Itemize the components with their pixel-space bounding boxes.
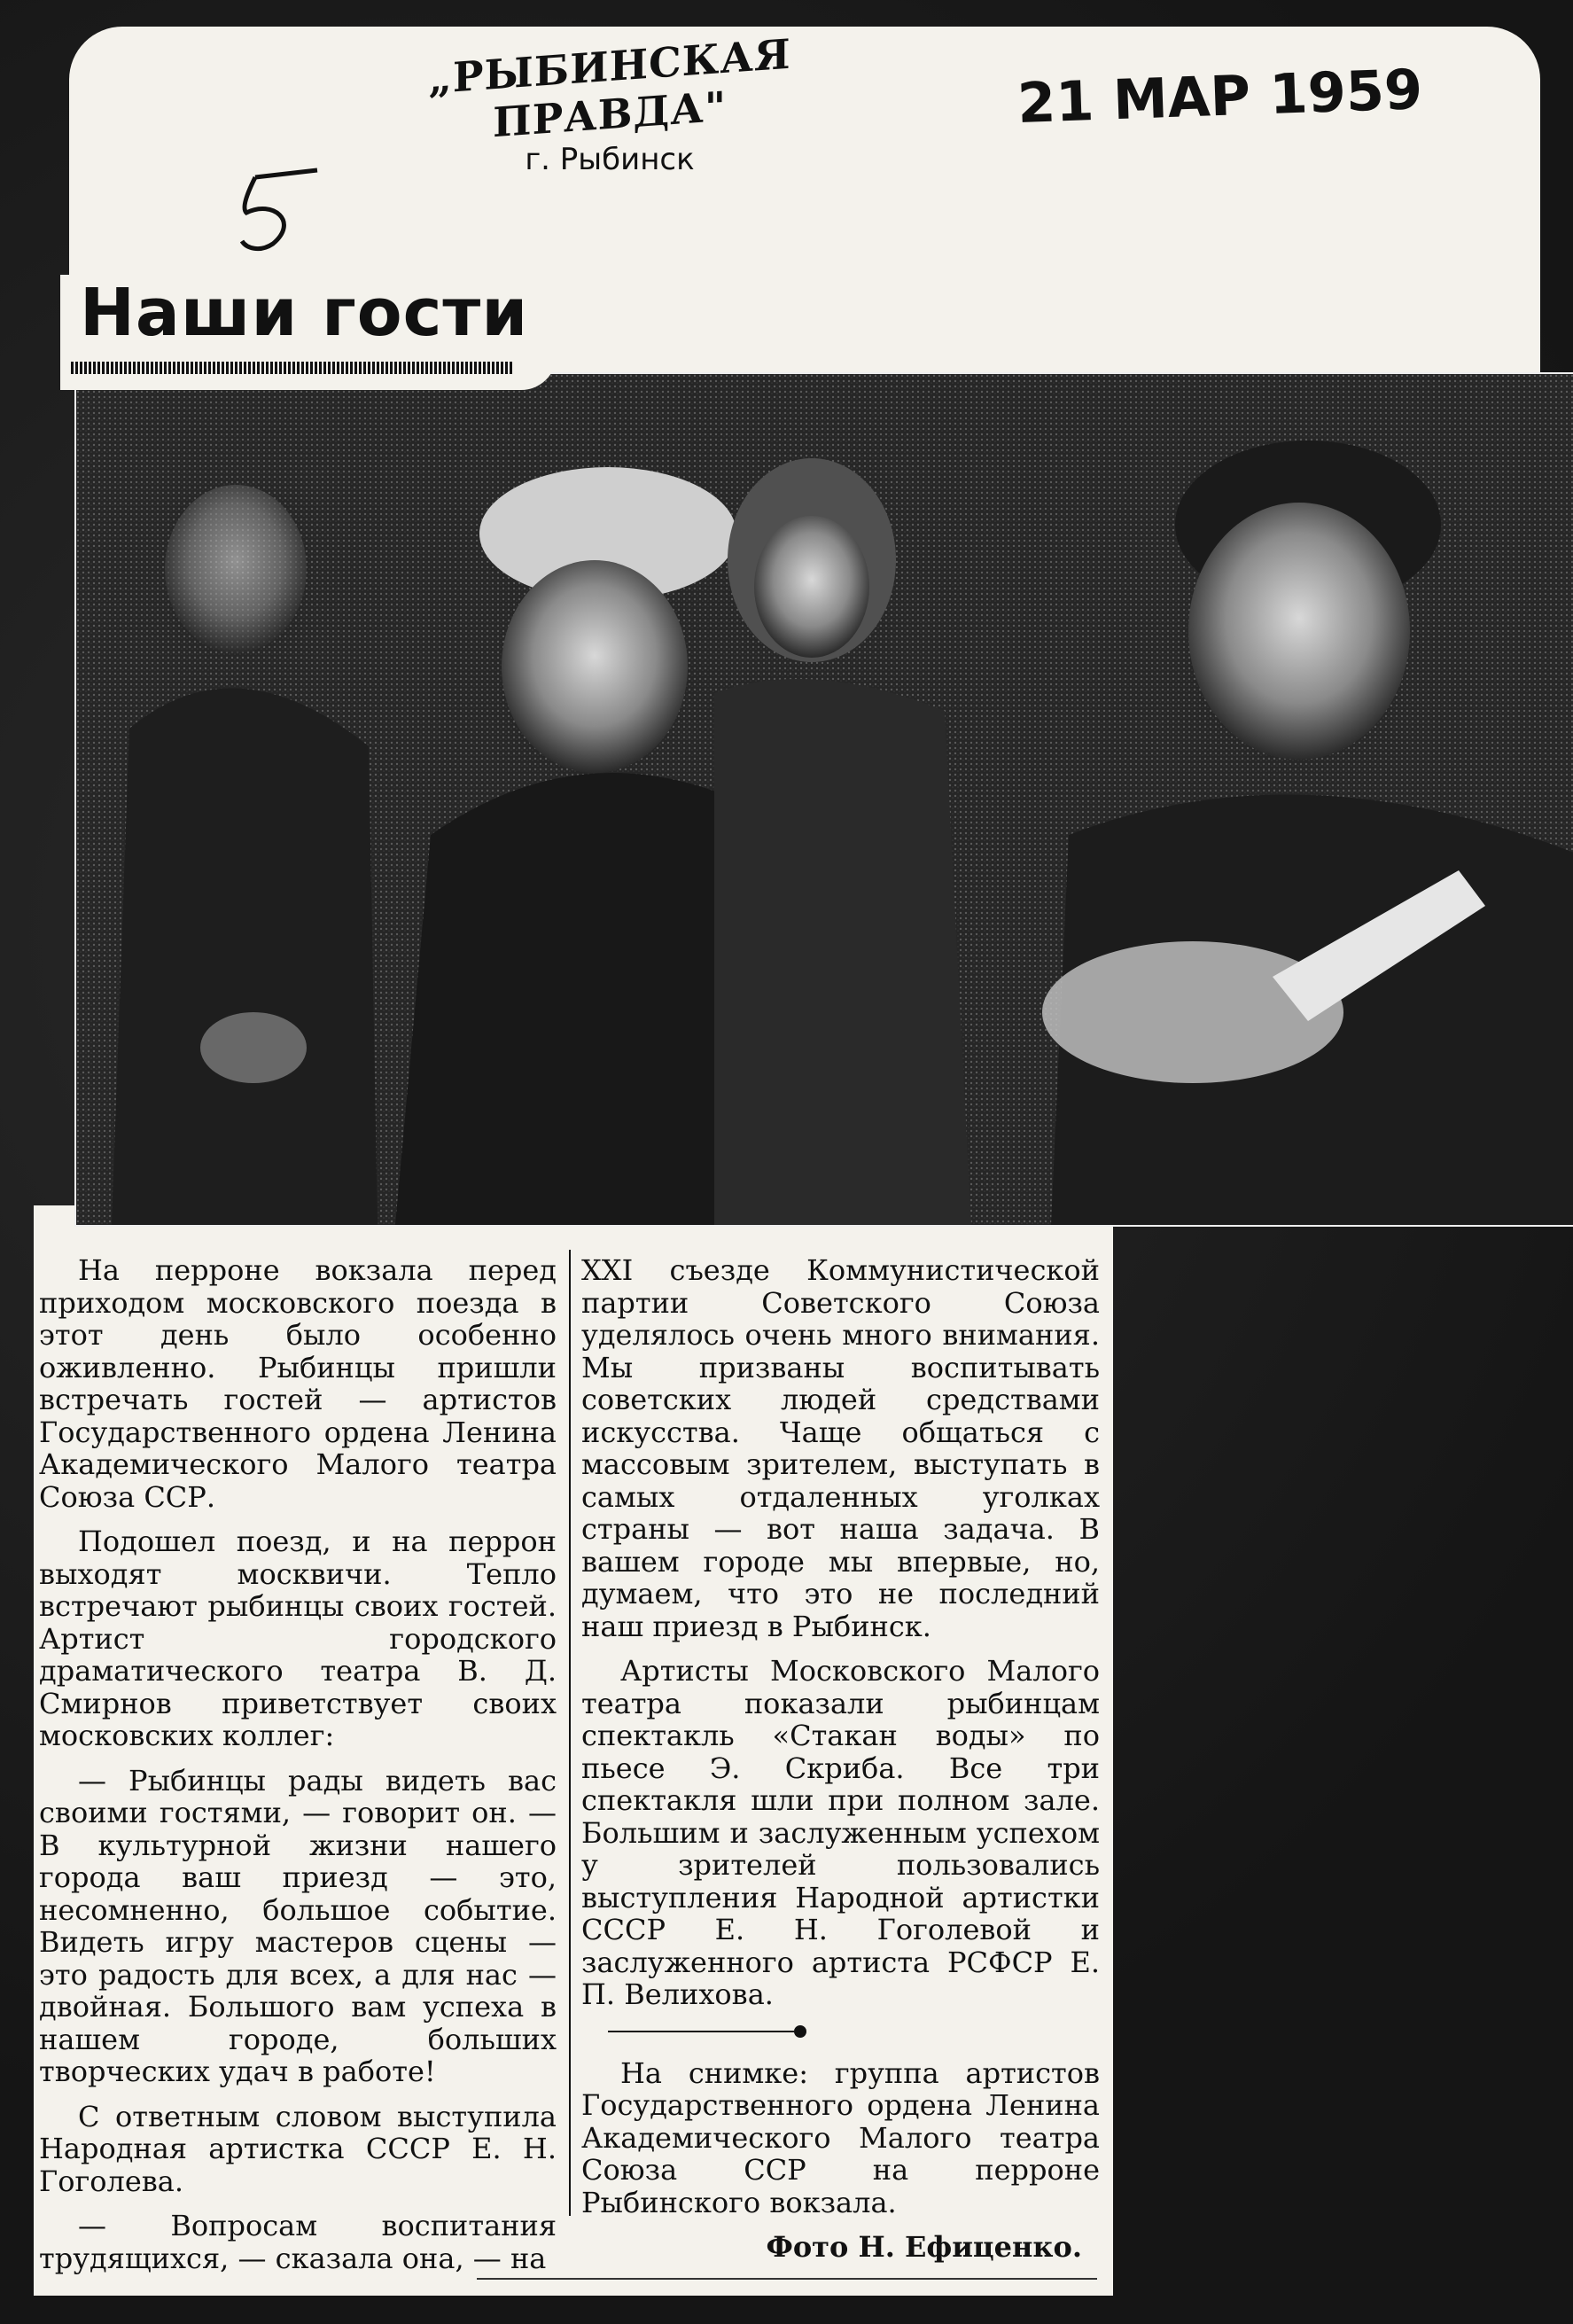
article-right-column (581, 1254, 1100, 2264)
newspaper-name: „РЫБИНСКАЯ ПРАВДА" (428, 29, 791, 147)
photo-credit: Фото Н. Ефиценко. (766, 2230, 1082, 2264)
separator-dot-icon (794, 2025, 806, 2038)
article-left-column (39, 1254, 557, 2287)
article-paragraph: С ответным словом выступила Народная артистка СССР Е. Н. Гоголева. (39, 2099, 557, 2198)
article-paragraph: Подошел поезд, и на перрон выходят москвичи. Тепло встречают рыбинцы своих гостей. Артист городского драматического театра В. Д. Смирнов приветствует своих московских коллег: (39, 1525, 557, 1752)
newspaper-clipping (34, 27, 1540, 2296)
article-paragraph: XXI съезде Коммунистической партии Советского Союза уделялось очень много внимания. Мы призваны воспитывать советских людей средствами искусства. Чаще общаться с массовым зрителем, выступать в самых отдаленных уголках страны — вот наша задача. В вашем городе мы впервые, но, думаем, что это не последний наш приезд в Рыбинск. (581, 1253, 1100, 1643)
newspaper-city: г. Рыбинск (525, 142, 695, 177)
caption-separator (608, 2025, 1100, 2038)
article-paragraph: Артисты Московского Малого театра показали рыбинцам спектакль «Стакан воды» по пьесе Э. Скриба. Все три спектакля шли при полном зале. Большим и заслуженным успехом у зрителей пользовались выступления Народной артистки СССР Е. Н. Гоголевой и заслуженного артиста РСФСР Е. П. Велихова. (581, 1654, 1100, 2011)
news-photo (74, 372, 1573, 1227)
masthead (406, 29, 814, 177)
section-heading (71, 275, 528, 374)
date-stamp: 21 МАР 1959 (1016, 57, 1424, 136)
bottom-rule (477, 2278, 1097, 2280)
title-rule (71, 362, 514, 374)
article-paragraph: — Рыбинцы рады видеть вас своими гостями, — говорит он. — В культурной жизни нашего города ваш приезд — это, несомненно, большое событие. Видеть игру мастеров сцены — это радость для всех, а для нас — двойная. Большого вам успеха в нашем городе, больших творческих удач в работе! (39, 1763, 557, 2088)
photo-caption: На снимке: группа артистов Государственного ордена Ленина Академического Малого театра Союза ССР на перроне Рыбинского вокзала. (581, 2055, 1100, 2219)
handwritten-mark (220, 160, 326, 257)
article-paragraph: На перроне вокзала перед приходом московского поезда в этот день было особенно оживленно. Рыбинцы пришли встречать гостей — артистов Государственного ордена Ленина Академического Малого театра Союза ССР. (39, 1253, 557, 1514)
section-title: Наши гости (80, 275, 529, 351)
column-divider (569, 1250, 571, 2216)
article-paragraph: — Вопросам воспитания трудящихся, — сказала она, — на (39, 2209, 557, 2275)
